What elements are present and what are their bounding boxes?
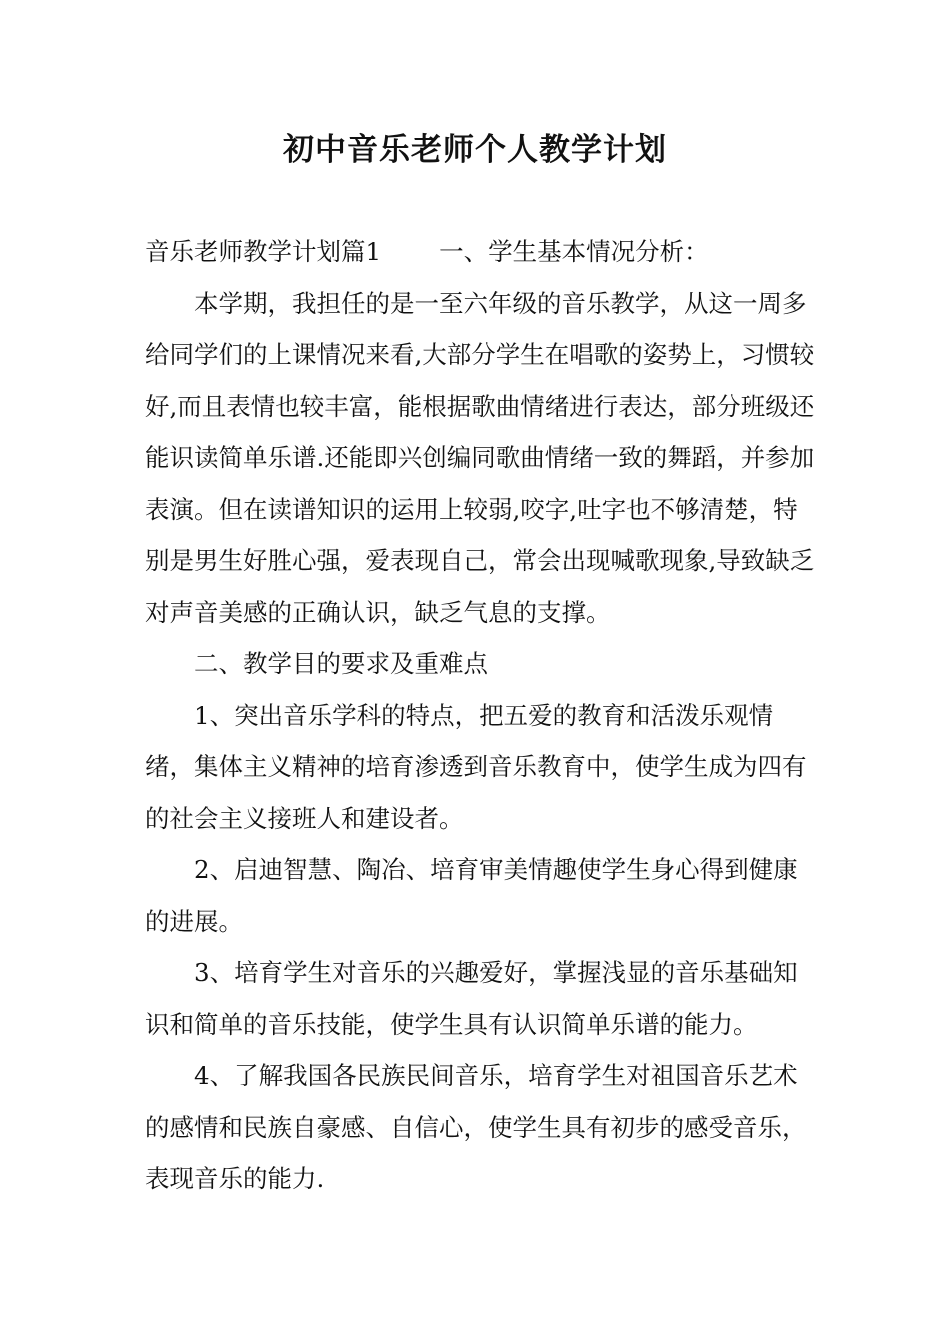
document-title: 初中音乐老师个人教学计划	[283, 132, 667, 168]
paragraph-goal-2: 2、启迪智慧、陶冶、培育审美情趣使学生身心得到健康的进展。	[145, 855, 798, 936]
section2-heading: 二、教学目的要求及重难点	[194, 649, 488, 678]
section1-heading: 一、学生基本情况分析：	[439, 237, 709, 266]
intro-label: 音乐老师教学计划篇1	[145, 237, 382, 266]
document-body	[145, 226, 815, 1205]
paragraph-goal-4: 4、了解我国各民族民间音乐，培育学生对祖国音乐艺术的感情和民族自豪感、自信心，使学生具有初步的感受音乐，表现音乐的能力.	[145, 1061, 807, 1193]
paragraph-student-analysis: 本学期，我担任的是一至六年级的音乐教学，从这一周多给同学们的上课情况来看,大部分学生在唱歌的姿势上，习惯较好,而且表情也较丰富，能根据歌曲情绪进行表达，部分班级还能识读简单乐谱.还能即兴创编同歌曲情绪一致的舞蹈，并参加表演。但在读谱知识的运用上较弱,咬字,吐字也不够清楚，特别是男生好胜心强，爱表现自己，常会出现喊歌现象,导致缺乏对声音美感的正确认识，缺乏气息的支撑。	[145, 288, 815, 627]
paragraph-goal-1: 1、突出音乐学科的特点，把五爱的教育和活泼乐观情绪，集体主义精神的培育渗透到音乐教育中，使学生成为四有的社会主义接班人和建设者。	[145, 700, 807, 833]
paragraph-goal-3: 3、培育学生对音乐的兴趣爱好，掌握浅显的音乐基础知识和简单的音乐技能，使学生具有认识简单乐谱的能力。	[145, 958, 798, 1039]
intro-line	[145, 226, 815, 278]
